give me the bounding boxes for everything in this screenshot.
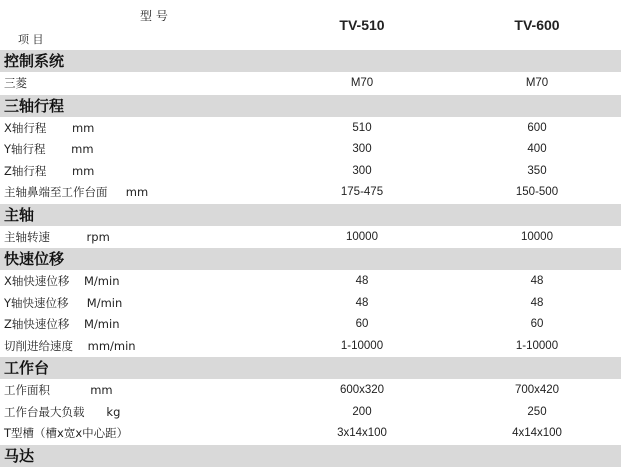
tv510-value: 300	[352, 143, 372, 155]
tv600-value: 48	[530, 296, 544, 309]
tv510-value: 175-475	[340, 186, 384, 198]
tv600-value: 600	[527, 121, 547, 134]
spec-label: 主轴鼻端至工作台面 mm	[4, 185, 149, 199]
tv510-value: 10000	[346, 230, 378, 243]
spec-label: T型槽（槽x宽x中心距）	[4, 426, 129, 440]
tv600-value: 60	[530, 318, 544, 330]
section-header: 控制系统	[0, 50, 621, 73]
table-row	[0, 73, 621, 95]
table-row	[0, 402, 621, 424]
spec-label: 工作台最大负载 kg	[4, 404, 121, 419]
tv600-value: 400	[527, 143, 547, 155]
table-row	[0, 271, 621, 293]
table-row	[0, 336, 621, 358]
tv600-value: M70	[525, 77, 549, 89]
table-row	[0, 293, 621, 315]
tv510-value: 48	[355, 275, 369, 287]
section-header: 马达	[0, 445, 621, 468]
table-row	[0, 314, 621, 336]
tv510-value: 1-10000	[340, 339, 384, 352]
tv600-value: 250	[527, 405, 547, 418]
spec-label: Y轴快速位移 M/min	[4, 295, 123, 310]
column-header-tv600: TV-600	[514, 17, 560, 33]
tv510-value: 3x14x100	[337, 427, 387, 439]
tv510-value: 60	[355, 318, 369, 330]
tv510-value: 200	[352, 405, 372, 418]
tv600-value: 10000	[521, 230, 553, 243]
column-header-tv510: TV-510	[339, 17, 385, 33]
tv600-value: 4x14x100	[512, 427, 562, 439]
table-row	[0, 161, 621, 183]
table-row	[0, 423, 621, 445]
spec-label: 三菱	[4, 76, 27, 90]
table-row	[0, 380, 621, 402]
spec-label: Y轴行程 mm	[4, 142, 94, 156]
section-header: 工作台	[0, 357, 621, 380]
tv600-value: 350	[527, 164, 547, 177]
table-row	[0, 139, 621, 161]
tv510-value: 600x320	[339, 384, 385, 396]
tv510-value: 300	[352, 164, 372, 177]
spec-label: 切削进给速度 mm/min	[4, 338, 136, 353]
spec-label: X轴快速位移 M/min	[4, 274, 120, 288]
tv510-value: 510	[352, 121, 372, 134]
tv510-value: 48	[355, 296, 369, 309]
tv600-value: 150-500	[515, 186, 559, 198]
tv600-value: 1-10000	[515, 339, 559, 352]
item-header-label: 项 目	[18, 33, 44, 46]
section-header: 快速位移	[0, 248, 621, 271]
spec-label: 主轴转速 rpm	[4, 229, 110, 244]
spec-label: Z轴行程 mm	[4, 163, 95, 178]
spec-label: X轴行程 mm	[4, 120, 95, 135]
spec-label: 工作面积 mm	[4, 383, 113, 397]
table-row	[0, 118, 621, 140]
tv510-value: M70	[350, 77, 374, 89]
model-header-label: 型 号	[140, 9, 168, 23]
tv600-value: 700x420	[514, 384, 560, 396]
section-header: 三轴行程	[0, 95, 621, 118]
table-row	[0, 227, 621, 249]
table-body	[0, 50, 621, 468]
table-row	[0, 182, 621, 204]
table-header	[0, 0, 621, 50]
spec-label: Z轴快速位移 M/min	[4, 317, 120, 331]
tv600-value: 48	[530, 275, 544, 287]
section-header: 主轴	[0, 204, 621, 227]
